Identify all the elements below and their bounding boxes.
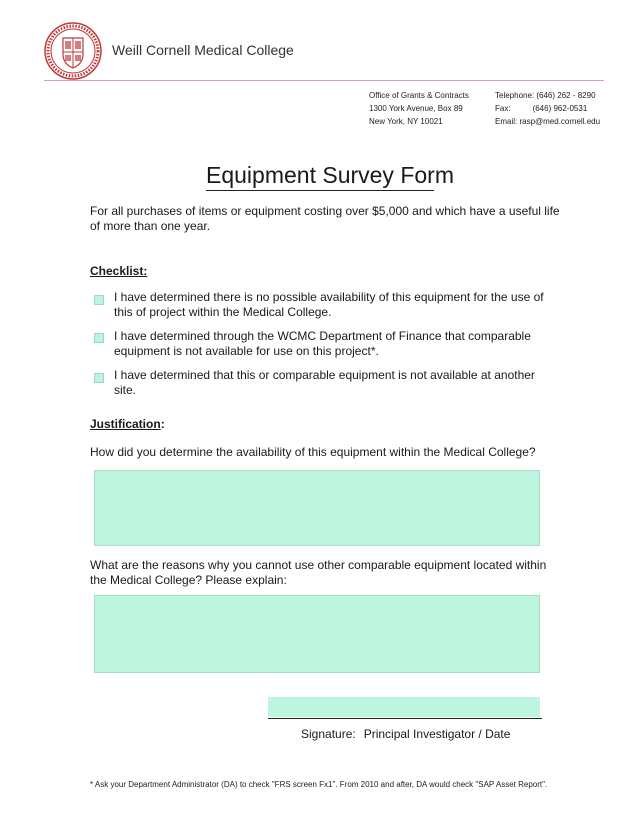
checklist-checkbox-1[interactable] [94,295,104,305]
checklist-checkbox-2[interactable] [94,333,104,343]
checklist-checkbox-3[interactable] [94,373,104,383]
office-name: Office of Grants & Contracts [369,91,469,100]
reasons-answer-field[interactable] [94,595,540,673]
justification-heading-text: Justification [90,417,161,431]
checklist-item-1: I have determined there is no possible availability of this equipment for the use of this of project within the Medical College. [114,290,544,319]
question-availability: How did you determine the availability of this equipment within the Medical College? [90,445,536,459]
email: Email: rasp@med.cornell.edu [495,117,601,126]
justification-heading-colon: : [160,417,165,431]
header-divider [44,80,604,81]
college-name: Weill Cornell Medical College [112,42,294,58]
signature-label-prefix: Signature: [301,727,356,741]
college-seal-logo [44,22,102,80]
justification-heading [90,417,165,431]
form-title: Equipment Survey Form [206,161,434,191]
question-reasons: What are the reasons why you cannot use other comparable equipment located within the Medical College? Please explain: [90,558,547,587]
signature-label-text: Principal Investigator / Date [363,727,511,741]
footnote: * Ask your Department Administrator (DA) to check "FRS screen Fx1". From 2010 and after, DA would check "SAP Asset Report". [90,780,548,789]
office-address-line2: New York, NY 10021 [369,117,443,126]
availability-answer-field[interactable] [94,470,540,546]
signature-label [301,727,510,741]
checklist-item-3: I have determined that this or comparable equipment is not available at another site. [114,368,535,397]
signature-line [268,718,542,719]
fax-label: Fax: [495,104,511,113]
office-address-line1: 1300 York Avenue, Box 89 [369,104,463,113]
checklist-item-2: I have determined through the WCMC Department of Finance that comparable equipment is not available for use on this project*. [114,329,531,358]
office-address-block [369,89,469,128]
signature-field[interactable] [268,697,540,717]
form-intro: For all purchases of items or equipment costing over $5,000 and which have a useful life of more than one year. [90,204,560,233]
checklist-heading: Checklist: [90,264,148,278]
office-contact-block [495,89,600,128]
fax [495,102,600,115]
fax-number: (646) 962-0531 [532,104,588,113]
telephone: Telephone: (646) 262 - 8290 [495,91,596,100]
